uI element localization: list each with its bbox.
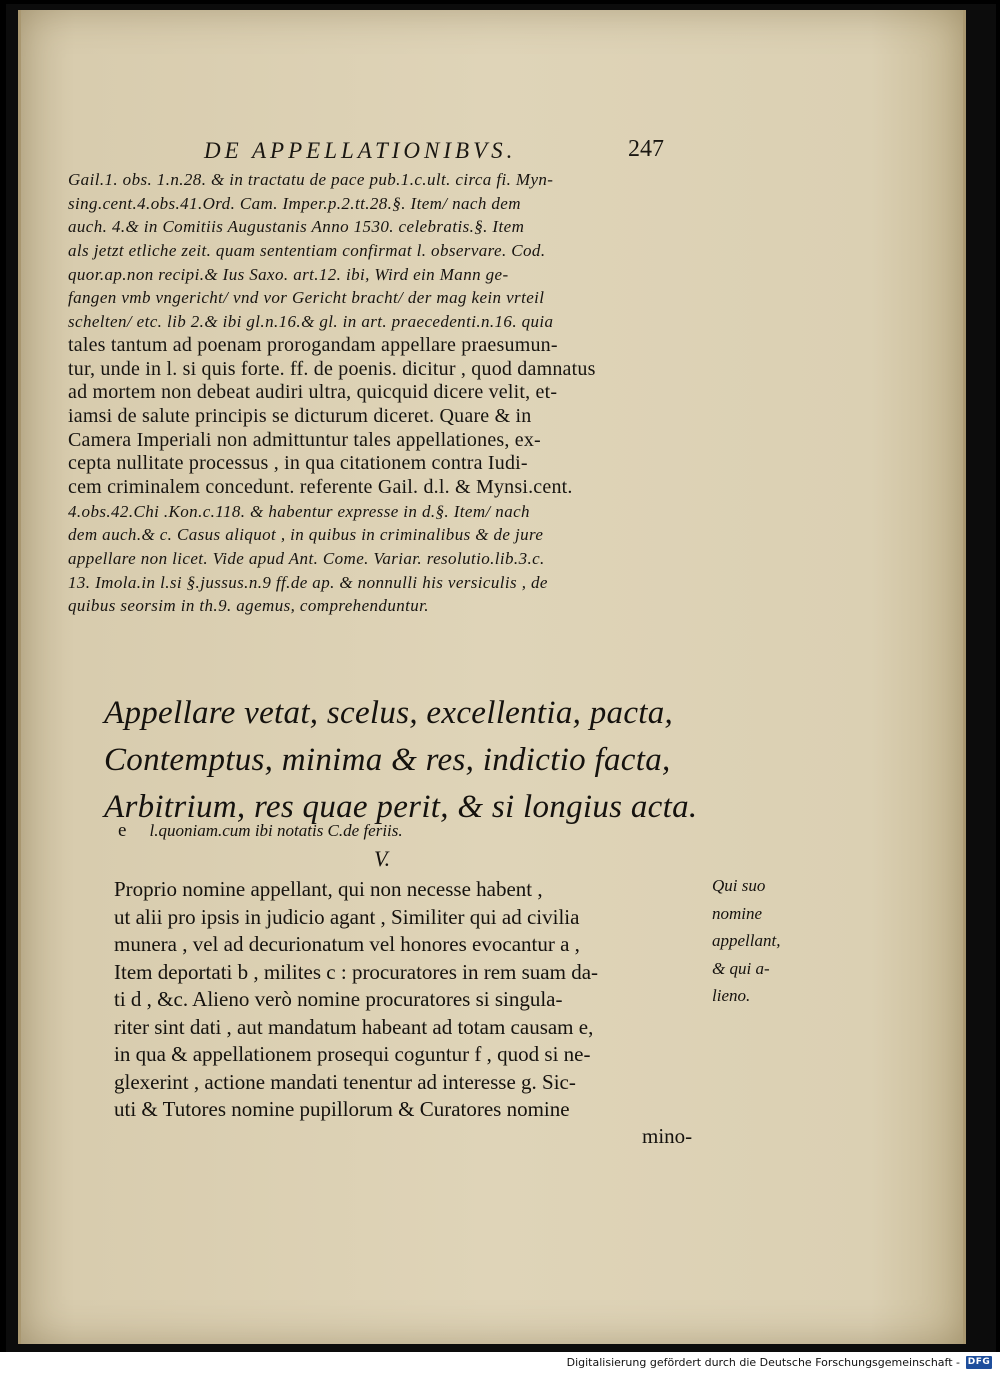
running-head (18, 134, 966, 170)
text-line: uti & Tutores nomine pupillorum & Curatores nomine (114, 1097, 570, 1121)
text-line: ut alii pro ipsis in judicio agant , Similiter qui ad civilia (114, 904, 580, 929)
page-left-edge (18, 10, 21, 1344)
text-line: sing.cent.4.obs.41.Ord. Cam. Imper.p.2.tt.28.§. Item/ nach dem (68, 193, 521, 213)
section-number: V. (374, 846, 391, 871)
text-line: in qua & appellationem prosequi coguntur f , quod si ne- (114, 1042, 591, 1066)
page-right-edge (963, 10, 966, 1344)
margin-note-line: Qui suo (712, 876, 766, 895)
text-line: auch. 4.& in Comitiis Augustanis Anno 1530. celebratis.§. Item (68, 217, 525, 237)
text-line: Gail.1. obs. 1.n.28. & in tractatu de pace pub.1.c.ult. circa fi. Myn- (68, 170, 554, 189)
text-line: ad mortem non debeat audiri ultra, quicquid dicere velit, et- (68, 381, 558, 404)
footnote-text: l.quoniam.cum ibi notatis C.de feriis. (149, 821, 403, 840)
verse-block (104, 690, 744, 831)
text-line: tales tantum ad poenam prorogandam appellare praesumun- (68, 333, 558, 356)
text-line: cem criminalem concedunt. referente Gail. d.l. & Mynsi.cent. (68, 475, 573, 498)
text-line: quor.ap.non recipi.& Ius Saxo. art.12. ibi, Wird ein Mann ge- (68, 264, 509, 284)
verse-line: Appellare vetat, scelus, excellentia, pacta, (104, 695, 674, 731)
verse-line: Arbitrium, res quae perit, & si longius acta. (104, 789, 698, 825)
running-head-title: DE APPELLATIONIBVS. (204, 138, 517, 163)
page-number: 247 (628, 136, 664, 162)
text-line: appellare non licet. Vide apud Ant. Come. Variar. resolutio.lib.3.c. (68, 549, 545, 568)
verse-line: Contemptus, minima & res, indictio facta, (104, 742, 671, 778)
text-line: fangen vmb vngericht/ vnd vor Gericht bracht/ der mag kein vrteil (68, 288, 545, 308)
text-line: munera , vel ad decurionatum vel honores evocantur a , (114, 932, 580, 956)
footnote-e (118, 820, 403, 842)
text-line: ti d , &c. Alieno verò nomine procuratores si singula- (114, 987, 563, 1011)
text-line: schelten/ etc. lib 2.& ibi gl.n.16.& gl. in art. praecedenti.n.16. quia (68, 312, 554, 332)
text-line: cepta nullitate processus , in qua citationem contra Iudi- (68, 452, 528, 475)
text-line: Proprio nomine appellant, qui non necesse habent , (114, 877, 543, 901)
footer-bar (0, 1352, 1000, 1374)
margin-note-line: nomine (712, 903, 763, 923)
text-line: tur, unde in l. si quis forte. ff. de poenis. dicitur , quod damnatus (68, 357, 596, 380)
text-line: Item deportati b , milites c : procuratores in rem suam da- (114, 959, 599, 984)
text-line: riter sint dati , aut mandatum habeant ad totam causam e, (114, 1014, 594, 1039)
text-line: 13. Imola.in l.si §.jussus.n.9 ff.de ap. & nonnulli his versiculis , de (68, 572, 548, 592)
text-line: dem auch.& c. Casus aliquot , in quibus in criminalibus & de jure (68, 525, 544, 545)
footnote-mark: e (118, 820, 127, 841)
dfg-logo-icon: DFG (967, 1357, 991, 1367)
catchword: mino- (642, 1124, 693, 1148)
text-line: 4.obs.42.Chi .Kon.c.118. & habentur expresse in d.§. Item/ nach (68, 501, 530, 521)
margin-note-line: & qui a- (712, 958, 770, 978)
scan-frame (6, 4, 996, 1352)
text-line: Camera Imperiali non admittuntur tales appellationes, ex- (68, 428, 541, 451)
text-line: als jetzt etliche zeit. quam sententiam confirmat l. observare. Cod. (68, 241, 546, 261)
paragraph-2 (114, 876, 716, 1124)
margin-note-line: lieno. (712, 986, 751, 1005)
paragraph-1 (68, 168, 718, 618)
margin-note-line: appellant, (712, 931, 781, 950)
text-line: quibus seorsim in th.9. agemus, comprehenduntur. (68, 596, 429, 616)
funding-note: Digitalisierung gefördert durch die Deutsche Forschungsgemeinschaft - (566, 1356, 960, 1369)
text-line: glexerint , actione mandati tenentur ad interesse g. Sic- (114, 1069, 576, 1094)
margin-note (712, 872, 822, 1010)
text-line: iamsi de salute principis se dicturum diceret. Quare & in (68, 404, 532, 427)
book-page (18, 10, 966, 1344)
